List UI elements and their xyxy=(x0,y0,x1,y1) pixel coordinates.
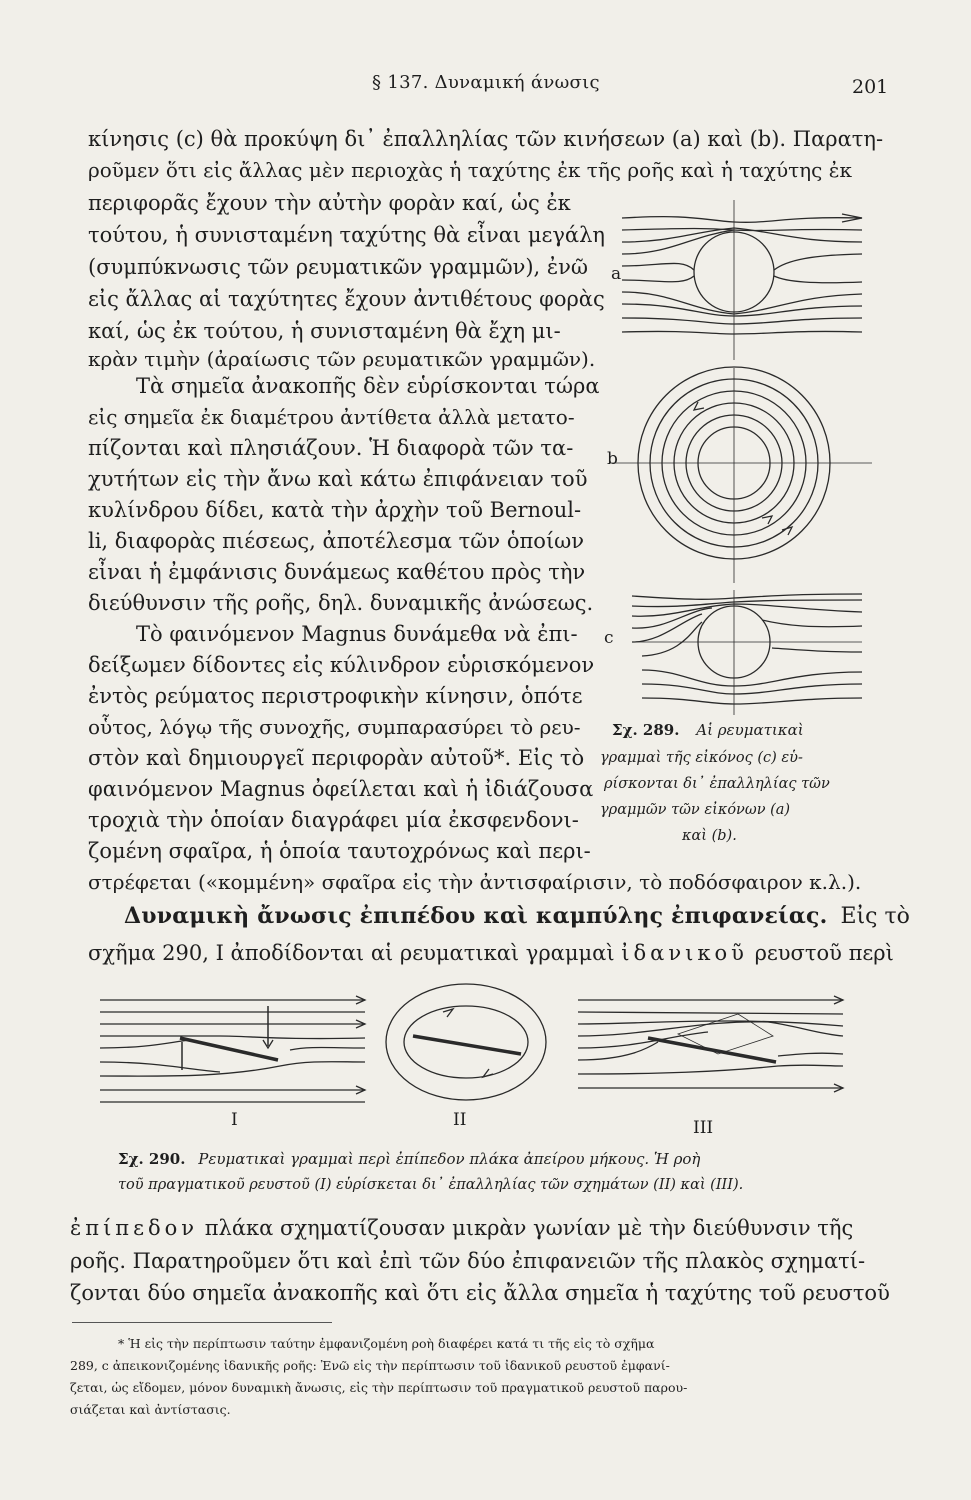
body-line: τούτου, ἡ συνισταμένη ταχύτης θὰ εἶναι μεγάλη xyxy=(88,223,605,247)
figure-289-caption-number: Σχ. 289. xyxy=(612,721,680,739)
figure-290-label-III: III xyxy=(693,1118,714,1138)
figure-290-II-diagram xyxy=(383,982,553,1104)
figure-label-a: a xyxy=(611,264,622,284)
figure-289-caption-line: ρίσκονται δι᾽ ἐπαλληλίας τῶν xyxy=(604,776,830,792)
body-text: ρευστοῦ περὶ xyxy=(754,941,894,965)
footnote-line: 289, c ἀπεικονιζομένης ἰδανικῆς ροῆς: Ἐνῶ εἰς τὴν περίπτωσιν τοῦ ἰδανικοῦ ρευστοῦ ἐμφανί- xyxy=(70,1358,670,1373)
body-text: πλάκα σχηματίζουσαν μικρὰν γωνίαν μὲ τὴν διεύθυνσιν τῆς xyxy=(204,1216,854,1240)
body-line: πίζονται καὶ πλησιάζουν. Ἡ διαφορὰ τῶν τα- xyxy=(88,436,574,460)
figure-289-caption-text: Αἱ ρευματικαὶ xyxy=(696,721,804,739)
body-text: σχῆμα 290, I ἀποδίδονται αἱ ρευματικαὶ γραμμαὶ xyxy=(88,941,615,965)
figure-label-c: c xyxy=(604,628,614,648)
figure-289-a-diagram xyxy=(612,200,872,360)
figure-290-III-diagram xyxy=(578,996,848,1106)
footnote-line: * Ἡ εἰς τὴν περίπτωσιν ταύτην ἐμφανιζομένη ροὴ διαφέρει κατά τι τῆς εἰς τὸ σχῆμα xyxy=(118,1336,655,1351)
body-line: τροχιὰ τὴν ὁποίαν διαγράφει μία ἐκσφενδονι- xyxy=(88,808,579,832)
footnote-line: ζεται, ὡς εἴδομεν, μόνον δυναμικὴ ἄνωσις, εἰς τὴν περίπτωσιν τοῦ πραγματικοῦ ρευστοῦ παρου- xyxy=(70,1380,688,1395)
body-line: στὸν καὶ δημιουργεῖ περιφορὰν αὐτοῦ*. Εἰς τὸ xyxy=(88,746,585,770)
body-line: δείξωμεν δίδοντες εἰς κύλινδρον εὑρισκόμενον xyxy=(88,653,595,677)
body-line: οὗτος, λόγῳ τῆς συνοχῆς, συμπαρασύρει τὸ ρευ- xyxy=(88,715,581,739)
figure-290-I-diagram xyxy=(100,996,370,1106)
figure-289-caption-line: γραμμῶν τῶν εἰκόνων (a) xyxy=(600,802,791,818)
figure-289-caption-line: γραμμαὶ τῆς εἰκόνος (c) εὑ- xyxy=(600,750,803,766)
figure-290-caption-line: τοῦ πραγματικοῦ ρευστοῦ (I) εὑρίσκεται δι᾽ ἐπαλληλίας τῶν σχημάτων (II) καὶ (III). xyxy=(118,1177,744,1193)
body-line: (συμπύκνωσις τῶν ρευματικῶν γραμμῶν), ἐνῶ xyxy=(88,255,589,279)
body-line xyxy=(88,940,894,966)
running-head: § 137. Δυναμική άνωσις xyxy=(372,72,600,93)
footnote-rule xyxy=(72,1322,332,1323)
body-text-spaced: ἐπίπεδον xyxy=(70,1216,199,1240)
body-line: καί, ὡς ἐκ τούτου, ἡ συνισταμένη θὰ ἔχη μι- xyxy=(88,319,561,343)
body-line: li, διαφορὰς πιέσεως, ἀποτέλεσμα τῶν ὁποίων xyxy=(88,529,585,553)
figure-290-caption-number: Σχ. 290. xyxy=(118,1150,186,1168)
footnote-line: σιάζεται καὶ ἀντίστασις. xyxy=(70,1402,231,1417)
body-line: χυτήτων εἰς τὴν ἄνω καὶ κάτω ἐπιφάνειαν τοῦ xyxy=(88,467,588,491)
figure-290-label-I: I xyxy=(231,1110,238,1130)
body-line: κρὰν τιμὴν (ἀραίωσις τῶν ρευματικῶν γραμμῶν). xyxy=(88,347,596,371)
body-line: διεύθυνσιν τῆς ροῆς, δηλ. δυναμικῆς ἀνώσεως. xyxy=(88,591,594,615)
figure-290-label-II: II xyxy=(453,1110,467,1130)
body-line: ἐντὸς ρεύματος περιστροφικὴν κίνησιν, ὁπότε xyxy=(88,684,583,708)
body-line: ζονται δύο σημεῖα ἀνακοπῆς καὶ ὅτι εἰς ἄλλα σημεῖα ἡ ταχύτης τοῦ ρευστοῦ xyxy=(70,1281,890,1305)
body-line: κίνησις (c) θὰ προκύψη δι᾽ ἐπαλληλίας τῶν κινήσεων (a) καὶ (b). Παρατη- xyxy=(88,127,884,151)
section-heading-title: Δυναμικὴ ἄνωσις ἐπιπέδου καὶ καμπύλης ἐπιφανείας. xyxy=(124,903,828,929)
figure-289-c-diagram xyxy=(612,590,872,715)
figure-290-caption-line xyxy=(118,1148,700,1170)
section-heading-tail: Εἰς τὸ xyxy=(840,904,910,929)
body-line: στρέφεται («κομμένη» σφαῖρα εἰς τὴν ἀντισφαίρισιν, τὸ ποδόσφαιρον κ.λ.). xyxy=(88,870,862,894)
page-number: 201 xyxy=(852,76,889,98)
section-heading xyxy=(124,903,910,929)
figure-289-b-diagram xyxy=(612,368,872,583)
body-line: εἰς ἄλλας αἱ ταχύτητες ἔχουν ἀντιθέτους φορὰς xyxy=(88,287,605,311)
figure-290-caption-text: Ρευματικαὶ γραμμαὶ περὶ ἐπίπεδον πλάκα ἀπείρου μήκους. Ἡ ροὴ xyxy=(198,1150,701,1168)
body-line: ροῆς. Παρατηροῦμεν ὅτι καὶ ἐπὶ τῶν δύο ἐπιφανειῶν τῆς πλακὸς σχηματί- xyxy=(70,1249,866,1273)
body-line: εἰς σημεῖα ἐκ διαμέτρου ἀντίθετα ἀλλὰ μετατο- xyxy=(88,405,575,429)
figure-289-caption-line xyxy=(612,719,804,741)
body-line: ζομένη σφαῖρα, ἡ ὁποία ταυτοχρόνως καὶ περι- xyxy=(88,839,591,863)
figure-label-b: b xyxy=(607,449,618,469)
body-line xyxy=(70,1215,853,1241)
figure-289-caption-line: καὶ (b). xyxy=(682,828,737,844)
body-line: Τὸ φαινόμενον Magnus δυνάμεθα νὰ ἐπι- xyxy=(136,622,578,646)
body-line: κυλίνδρου δίδει, κατὰ τὴν ἀρχὴν τοῦ Bernoul- xyxy=(88,498,582,522)
body-line: εἶναι ἡ ἐμφάνισις δυνάμεως καθέτου πρὸς τὴν xyxy=(88,560,586,584)
body-line: φαινόμενον Magnus ὀφείλεται καὶ ἡ ἰδιάζουσα xyxy=(88,777,594,801)
body-line: περιφορᾶς ἔχουν τὴν αὐτὴν φορὰν καί, ὡς ἐκ xyxy=(88,191,571,215)
body-line: Τὰ σημεῖα ἀνακοπῆς δὲν εὑρίσκονται τώρα xyxy=(136,374,600,398)
body-line: ροῦμεν ὅτι εἰς ἄλλας μὲν περιοχὰς ἡ ταχύτης ἐκ τῆς ροῆς καὶ ἡ ταχύτης ἐκ xyxy=(88,158,852,182)
body-text-spaced: ἰδανικοῦ xyxy=(621,941,748,965)
